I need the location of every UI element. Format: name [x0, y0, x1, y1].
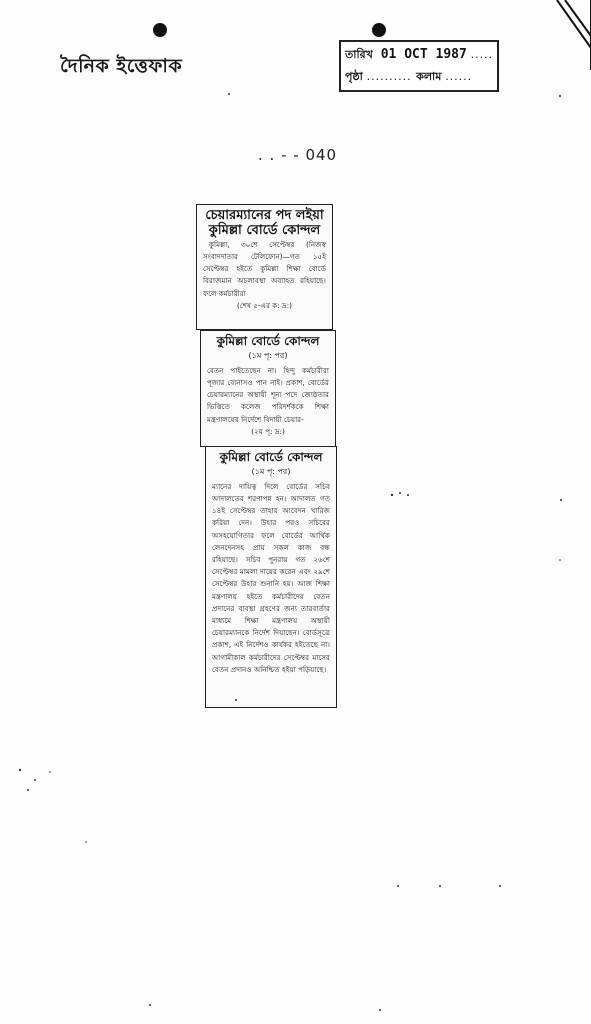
stamp-date-label: তারিখ: [345, 48, 373, 61]
ref-dots: . . - -: [258, 146, 306, 164]
clip3-body: ম্যানের দায়িত্ব দিলে বোর্ডের সচিব আদালতের শরণাপন্ন হন। আদালত গত ১৪ই সেপ্টেম্বর তাহার আবেদন খারিজ করিয়া দেন। উহার পরও সচিবের অসহযোগিতার ফলে বোর্ডের আর্থিক লেনদেনসহ প্রায় সকল কাজ বন্ধ রহিয়াছে। সচিব পুনরায় গত ২৬শে সেপ্টেম্বর মামলা দায়ের করেন এবং ২৯শে সেপ্টেম্বর উহার শুনানি হয়। আজ শিক্ষা মন্ত্রণালয় হইতে কর্মচারীদের বেতন প্রদানের ব্যবস্থা গ্রহণের জন্য তারবার্তার মাধ্যমে শিক্ষা মন্ত্রণালয় অস্থায়ী চেয়ারম্যানকে নির্দেশ দিয়াছেন। বোর্ডসূত্রে প্রকাশ, এই নির্দেশও কার্যকর হইতেছে না। আগামীকাল কর্মচারীদের সেপ্টেম্বর মাসের বেতন প্রদানও অনিশ্চিত হইয়া পড়িয়াছে।: [212, 481, 330, 674]
newspaper-name: দৈনিক ইত্তেফাক: [60, 55, 183, 77]
stamp-dots: ..........: [366, 70, 417, 83]
clip2-continued: (১ম পৃ: পর): [248, 350, 288, 360]
clip2-headline: কুমিল্লা বোর্ডে কোন্দল: [216, 334, 320, 348]
stamp-column-label: কলাম: [416, 70, 442, 83]
ref-number-value: 040: [305, 146, 338, 164]
clip1-headline: চেয়ারম্যানের পদ লইয়া কুমিল্লা বোর্ডে কোন্দল: [205, 208, 324, 238]
clip1-body: কুমিল্লা, ৩০শে সেপ্টেম্বর (নিজস্ব সংবাদদাতার টেলিফোন)—গত ১৫ই সেপ্টেম্বর হইতে কুমিল্লা শিক্ষা বোর্ডে বিরাজমান অচলাবস্থা অব্যাহত রহিয়াছে। ফলে কর্মচারীরা: [203, 239, 326, 298]
stamp-dots: .....: [470, 48, 494, 61]
stamp-dots: ......: [445, 70, 473, 83]
clip3-continued: (১ম পৃ: পর): [251, 466, 291, 476]
clip2-jump: (২য় পৃ: দ্র:): [251, 426, 285, 436]
stamp-page-label: পৃষ্ঠা: [345, 70, 363, 83]
clip2-body: বেতন পাইতেছেন না। হিন্দু কর্মচারীরা পূজার বোনাসও পান নাই। প্রকাশ, বোর্ডের চেয়ারম্যানের অস্থায়ী শূন্য পদে জ্যেষ্ঠতার ভিত্তিতে কলেজ পরিদর্শককে শিক্ষা মন্ত্রণালয়ের নির্দেশে বিদায়ী চেয়ার-: [207, 365, 329, 424]
stamp-date-value: 01 OCT 1987: [380, 47, 467, 62]
clip3-headline: কুমিল্লা বোর্ডে কোন্দল: [219, 450, 323, 464]
clip1-jump: (শেষ ৫-এর ক: দ্র:): [237, 300, 292, 310]
